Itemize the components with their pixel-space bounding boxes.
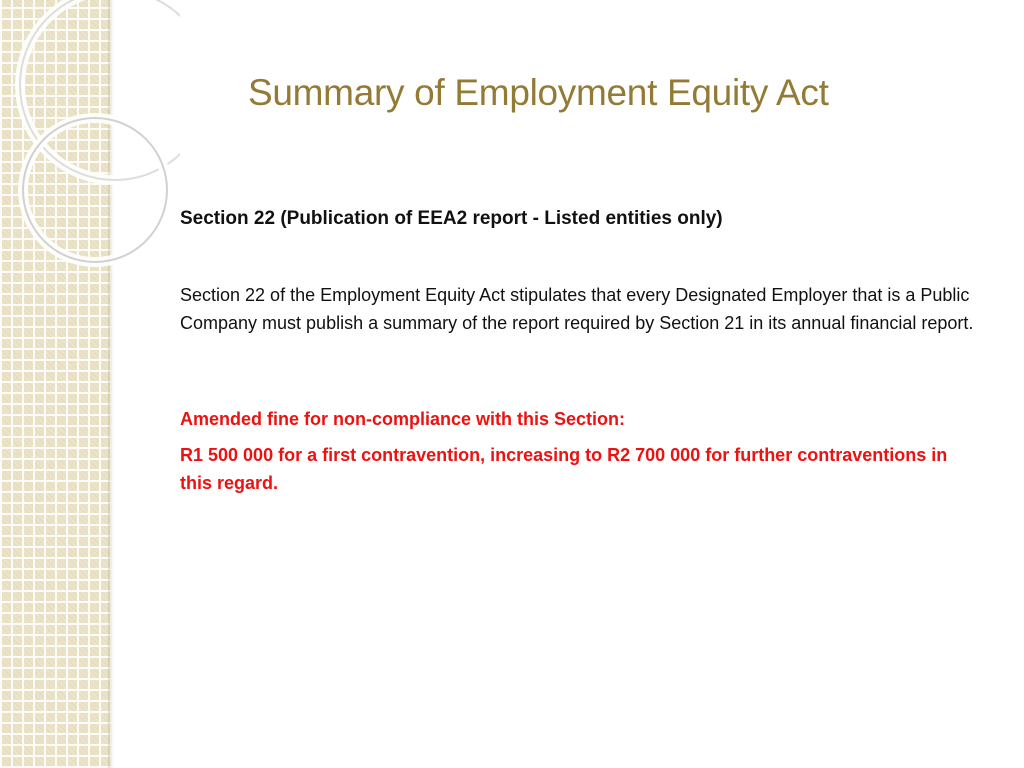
fine-text: R1 500 000 for a first contravention, increasing to R2 700 000 for further contraventions in this regard.	[180, 445, 948, 493]
decorative-rings-icon	[0, 0, 180, 300]
section-heading: Section 22 (Publication of EEA2 report - Listed entities only)	[180, 208, 723, 229]
fine-heading: Amended fine for non-compliance with this Section:	[180, 409, 626, 429]
page-title: Summary of Employment Equity Act	[248, 72, 829, 113]
body-paragraph: Section 22 of the Employment Equity Act stipulates that every Designated Employer that is a Public Company must publish a summary of the report required by Section 21 in its annual financial report.	[180, 285, 974, 333]
slide-content	[180, 205, 980, 493]
